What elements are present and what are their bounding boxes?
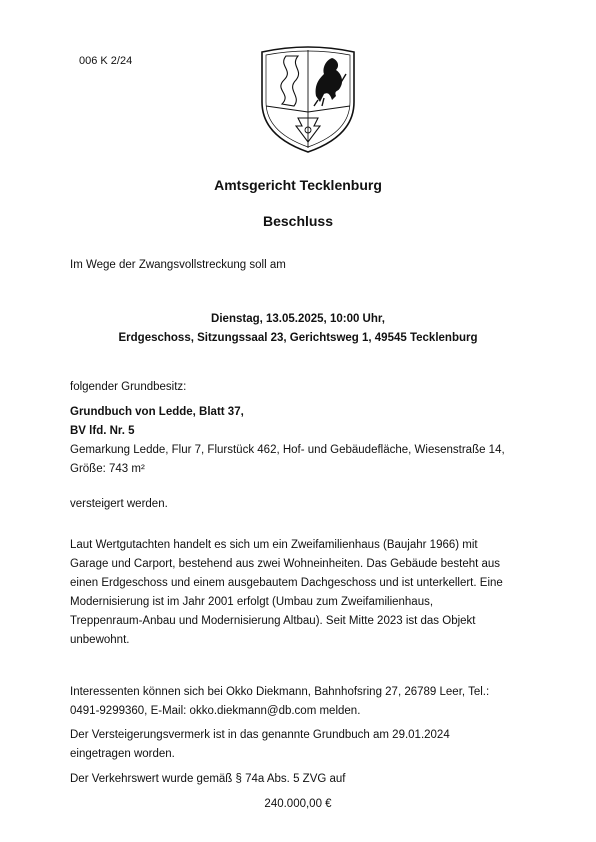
value-amount: 240.000,00 € <box>264 798 332 810</box>
register-note-line: eingetragen worden. <box>70 748 175 760</box>
coat-of-arms-icon <box>258 44 358 156</box>
land-register: Grundbuch von Ledde, Blatt 37, <box>70 406 244 418</box>
court-name: Amtsgericht Tecklenburg <box>214 177 382 193</box>
contact-line: Interessenten können sich bei Okko Diekmann, Bahnhofsring 27, 26789 Leer, Tel.: <box>70 686 490 698</box>
valuation-line: Laut Wertgutachten handelt es sich um ein Zweifamilienhaus (Baujahr 1966) mit <box>70 539 478 551</box>
auction-text: versteigert werden. <box>70 498 168 510</box>
valuation-line: Treppenraum-Anbau und Modernisierung Altbau). Seit Mitte 2023 ist das Objekt <box>70 615 476 627</box>
property-description: Gemarkung Ledde, Flur 7, Flurstück 462, Hof- und Gebäudefläche, Wiesenstraße 14, <box>70 444 505 456</box>
property-intro: folgender Grundbesitz: <box>70 381 187 393</box>
intro-text: Im Wege der Zwangsvollstreckung soll am <box>70 259 286 271</box>
document-heading: Beschluss <box>262 213 334 229</box>
contact-line: 0491-9299360, E-Mail: okko.diekmann@db.com melden. <box>70 705 361 717</box>
valuation-line: Modernisierung ist im Jahr 2001 erfolgt (Umbau zum Zweifamilienhaus, <box>70 596 434 608</box>
appointment-date: Dienstag, 13.05.2025, 10:00 Uhr, <box>211 313 385 325</box>
valuation-line: Garage und Carport, bestehend aus zwei Wohneinheiten. Das Gebäude besteht aus <box>70 558 501 570</box>
appointment-place: Erdgeschoss, Sitzungssaal 23, Gerichtsweg 1, 49545 Tecklenburg <box>118 332 478 344</box>
case-reference: 006 K 2/24 <box>79 55 133 67</box>
register-note-line: Der Versteigerungsvermerk ist in das genannte Grundbuch am 29.01.2024 <box>70 729 450 741</box>
property-size: Größe: 743 m² <box>70 463 145 475</box>
bv-number: BV lfd. Nr. 5 <box>70 425 135 437</box>
valuation-line: einen Erdgeschoss und einem ausgebautem Dachgeschoss und ist unterkellert. Eine <box>70 577 503 589</box>
value-intro: Der Verkehrswert wurde gemäß § 74a Abs. 5 ZVG auf <box>70 773 346 785</box>
valuation-line: unbewohnt. <box>70 634 130 646</box>
